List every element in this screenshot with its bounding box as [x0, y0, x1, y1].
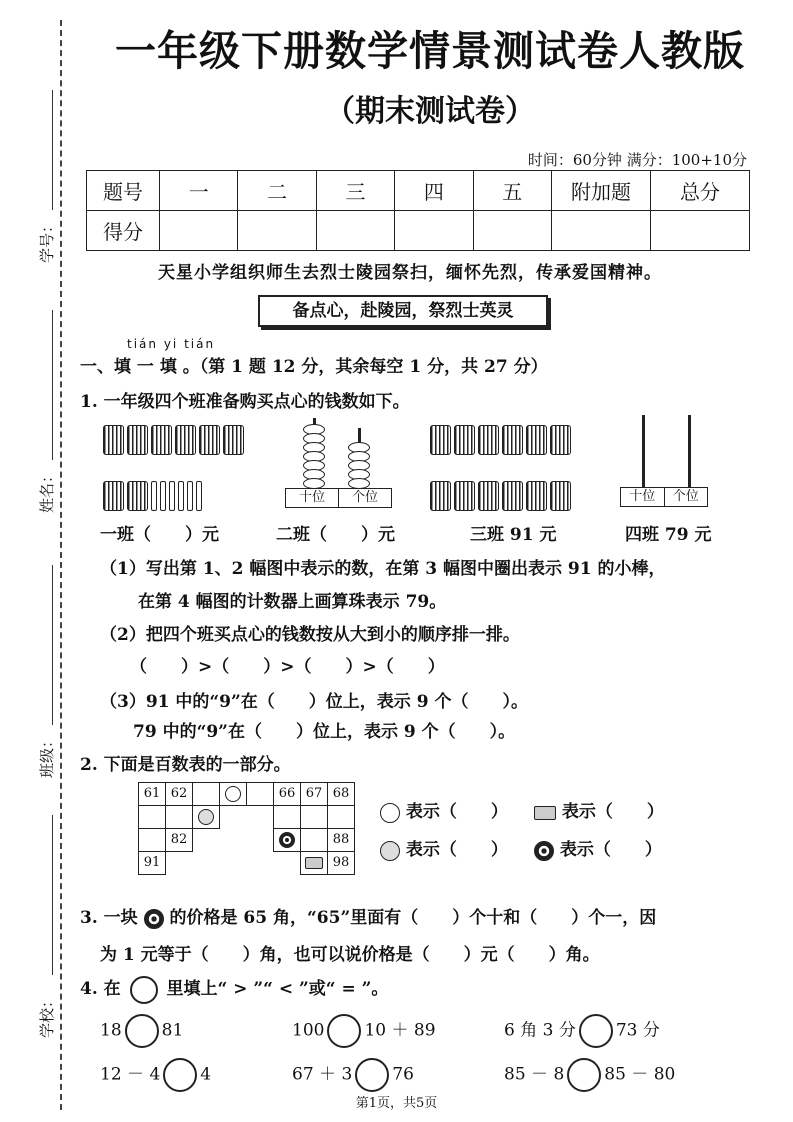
abacus-ones-label: 个位: [672, 489, 699, 504]
score-header-cell: 一: [160, 171, 238, 211]
q4-left: 100: [292, 1020, 325, 1041]
chart-cell: [273, 828, 301, 852]
q3-line2[interactable]: 为 1 元等于（ ）角，也可以说价格是（ ）元（ ）角。: [100, 945, 600, 965]
q3-text-a: 3. 一块: [80, 908, 138, 928]
legend-peach: [380, 797, 508, 823]
class1-sticks: [103, 425, 263, 515]
q4-right: 81: [161, 1020, 184, 1041]
score-header-row: [87, 171, 750, 211]
hundred-chart: [138, 782, 358, 882]
class3-label: 三班 91 元: [470, 525, 557, 545]
school-field: [14, 815, 57, 1039]
cake-icon: [380, 841, 400, 861]
q1-sub1-line1: （1）写出第 1、2 幅图中表示的数，在第 3 幅图中圈出表示 91 的小棒，: [100, 559, 666, 579]
class3-sticks: [430, 425, 600, 515]
class-field: [14, 565, 57, 785]
school-label: 学校：: [38, 992, 57, 1039]
legend-biscuit: [534, 797, 664, 822]
chart-cell: [138, 805, 166, 829]
chart-cell: [138, 828, 166, 852]
peach-bun-icon: [380, 803, 400, 823]
class4-abacus[interactable]: [620, 415, 730, 510]
answer-circle[interactable]: [579, 1014, 613, 1048]
score-header-cell: 五: [473, 171, 551, 211]
score-cell[interactable]: [238, 211, 316, 251]
q4-item: [504, 1014, 660, 1048]
q1-text: 1. 一年级四个班准备购买点心的钱数如下。: [80, 392, 410, 412]
cake-icon: [198, 809, 214, 825]
class-label: 班级：: [38, 732, 57, 779]
legend-flower: [534, 835, 662, 861]
section-heading: 一、填 一 填 。（第 1 题 12 分，其余每空 1 分，共 27 分）: [80, 357, 548, 377]
answer-circle[interactable]: [355, 1058, 389, 1092]
flower-pastry-icon: [534, 841, 554, 861]
chart-cell: 66: [273, 782, 301, 806]
q1-sub2-blanks[interactable]: （ ）>（ ）>（ ）>（ ）: [130, 657, 445, 677]
page-footer: 第1页，共5页: [355, 1096, 438, 1111]
legend-cake: [380, 835, 508, 861]
chart-cell: 91: [138, 851, 166, 875]
student-number-label: 学号：: [38, 217, 57, 264]
score-header-cell: 题号: [87, 171, 160, 211]
class1-label: 一班（ ）元: [100, 525, 219, 545]
exam-meta: 时间：60分钟 满分：100+10分: [527, 151, 747, 169]
chart-cell: 98: [327, 851, 355, 875]
chart-cell: 82: [165, 828, 193, 852]
name-label: 姓名：: [38, 467, 57, 514]
chart-cell: [300, 805, 328, 829]
score-header-cell: 附加题: [552, 171, 651, 211]
answer-circle[interactable]: [125, 1014, 159, 1048]
answer-circle[interactable]: [163, 1058, 197, 1092]
chart-cell: [273, 805, 301, 829]
pinyin-annotation: tián yi tián: [127, 337, 216, 351]
chart-cell: [300, 851, 328, 875]
compare-circle-icon: [130, 976, 158, 1004]
section-banner: 备点心，赴陵园，祭烈士英灵: [258, 295, 548, 327]
q1-sub1-line2: 在第 4 幅图的计数器上画算珠表示 79。: [138, 592, 447, 612]
score-row: [87, 211, 750, 251]
class4-label: 四班 79 元: [625, 525, 712, 545]
q4-right: 4: [200, 1064, 212, 1085]
chart-cell: 68: [327, 782, 355, 806]
peach-bun-icon: [225, 786, 241, 802]
q4-item: [292, 1058, 414, 1092]
chart-cell: 61: [138, 782, 166, 806]
q1-sub3-line1[interactable]: （3）91 中的“9”在（ ）位上，表示 9 个（ ）。: [100, 692, 528, 712]
chart-cell: [300, 828, 328, 852]
q4-item: [100, 1058, 211, 1092]
chart-cell: [192, 782, 220, 806]
q4-left: 18: [100, 1020, 122, 1041]
legend-cake-text[interactable]: 表示（ ）: [405, 840, 508, 860]
score-header-cell: 总分: [651, 171, 750, 211]
chart-cell: [165, 805, 193, 829]
answer-circle[interactable]: [567, 1058, 601, 1092]
chart-cell: 88: [327, 828, 355, 852]
abacus-tens-label: 十位: [621, 488, 665, 506]
q2-text: 2. 下面是百数表的一部分。: [80, 755, 291, 775]
binding-cut-line: [60, 20, 62, 1110]
legend-biscuit-text[interactable]: 表示（ ）: [561, 802, 664, 822]
biscuit-icon: [534, 806, 556, 820]
q4-item: [504, 1058, 675, 1092]
score-header-cell: 三: [316, 171, 394, 211]
abacus-tens-label: 十位: [286, 489, 339, 507]
score-cell[interactable]: [473, 211, 551, 251]
chart-cell: 62: [165, 782, 193, 806]
score-row-label: 得分: [87, 211, 160, 251]
score-header-cell: 二: [238, 171, 316, 211]
q4-left: 85 － 8: [504, 1064, 565, 1085]
score-cell[interactable]: [316, 211, 394, 251]
chart-cell: [192, 805, 220, 829]
score-cell[interactable]: [160, 211, 238, 251]
q4-right: 76: [392, 1064, 414, 1085]
intro-text: 天星小学组织师生去烈士陵园祭扫，缅怀先烈，传承爱国精神。: [158, 263, 662, 283]
q4-text: [80, 974, 388, 1004]
name-field: [14, 310, 57, 520]
score-cell[interactable]: [395, 211, 473, 251]
q4-text-b: 里填上“ > ”“ < ”或“ = ”。: [166, 979, 389, 999]
score-header-cell: 四: [395, 171, 473, 211]
q4-right: 73 分: [615, 1020, 660, 1041]
q4-left: 12 － 4: [100, 1064, 161, 1085]
answer-circle[interactable]: [327, 1014, 361, 1048]
page-subtitle: （期末测试卷）: [325, 94, 535, 129]
q1-sub2: （2）把四个班买点心的钱数按从大到小的顺序排一排。: [100, 625, 520, 645]
chart-cell: [219, 782, 247, 806]
class2-label: 二班（ ）元: [276, 525, 395, 545]
legend-peach-text[interactable]: 表示（ ）: [405, 802, 508, 822]
class2-abacus: [285, 418, 395, 508]
biscuit-icon: [305, 857, 323, 869]
q4-left: 6 角 3 分: [504, 1020, 576, 1041]
chart-cell: 67: [300, 782, 328, 806]
chart-cell: [246, 782, 274, 806]
flower-pastry-icon: [279, 832, 295, 848]
q4-item: [100, 1014, 183, 1048]
score-table: [86, 170, 750, 251]
q4-text-a: 4. 在: [80, 979, 121, 999]
q3-text-b[interactable]: 的价格是 65 角，“65”里面有（ ）个十和（ ）个一，因: [169, 908, 657, 928]
q4-right: 10 ＋ 89: [364, 1020, 436, 1041]
q1-sub3-line2[interactable]: 79 中的“9”在（ ）位上，表示 9 个（ ）。: [133, 722, 516, 742]
q4-right: 85 － 80: [604, 1064, 676, 1085]
page-title: 一年级下册数学情景测试卷人教版: [115, 27, 745, 75]
score-cell[interactable]: [552, 211, 651, 251]
legend-flower-text[interactable]: 表示（ ）: [559, 840, 662, 860]
q3-line1: [80, 903, 656, 929]
q4-item: [292, 1014, 436, 1048]
abacus-ones-label: 个位: [351, 490, 378, 505]
q4-left: 67 ＋ 3: [292, 1064, 353, 1085]
score-cell[interactable]: [651, 211, 750, 251]
flower-pastry-icon: [144, 909, 164, 929]
chart-cell: [327, 805, 355, 829]
student-number-field: [14, 90, 57, 290]
